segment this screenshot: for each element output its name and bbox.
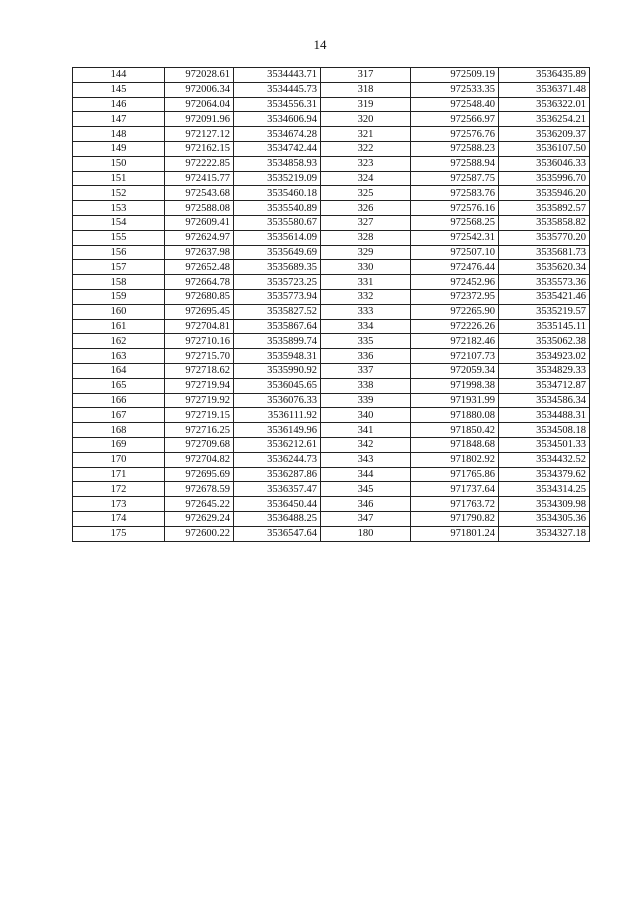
right-x-coordinate-cell: 972588.23: [411, 141, 499, 156]
left-x-coordinate-cell: 972162.15: [165, 141, 234, 156]
left-point-number-cell: 161: [73, 319, 165, 334]
left-x-coordinate-cell: 972028.61: [165, 68, 234, 83]
right-x-coordinate-cell: 972583.76: [411, 186, 499, 201]
table-row: [73, 304, 590, 319]
right-point-number-cell: 336: [321, 349, 411, 364]
right-point-number-cell: 341: [321, 423, 411, 438]
left-x-coordinate-cell: 972652.48: [165, 260, 234, 275]
right-x-coordinate-cell: 972576.16: [411, 201, 499, 216]
left-point-number-cell: 168: [73, 423, 165, 438]
table-row: [73, 467, 590, 482]
left-y-coordinate-cell: 3536488.25: [234, 511, 321, 526]
left-x-coordinate-cell: 972127.12: [165, 127, 234, 142]
right-y-coordinate-cell: 3535145.11: [499, 319, 590, 334]
left-y-coordinate-cell: 3536149.96: [234, 423, 321, 438]
left-x-coordinate-cell: 972709.68: [165, 437, 234, 452]
table-row: [73, 423, 590, 438]
table-row: [73, 82, 590, 97]
table-row: [73, 68, 590, 83]
left-point-number-cell: 153: [73, 201, 165, 216]
left-point-number-cell: 163: [73, 349, 165, 364]
left-y-coordinate-cell: 3535827.52: [234, 304, 321, 319]
right-x-coordinate-cell: 972509.19: [411, 68, 499, 83]
left-x-coordinate-cell: 972064.04: [165, 97, 234, 112]
right-y-coordinate-cell: 3534829.33: [499, 363, 590, 378]
table-row: [73, 408, 590, 423]
right-point-number-cell: 334: [321, 319, 411, 334]
left-point-number-cell: 173: [73, 497, 165, 512]
left-x-coordinate-cell: 972006.34: [165, 82, 234, 97]
right-x-coordinate-cell: 972576.76: [411, 127, 499, 142]
left-x-coordinate-cell: 972415.77: [165, 171, 234, 186]
left-point-number-cell: 159: [73, 289, 165, 304]
right-x-coordinate-cell: 972568.25: [411, 215, 499, 230]
left-point-number-cell: 172: [73, 482, 165, 497]
table-row: [73, 245, 590, 260]
left-point-number-cell: 166: [73, 393, 165, 408]
left-point-number-cell: 146: [73, 97, 165, 112]
right-point-number-cell: 180: [321, 526, 411, 541]
table-row: [73, 141, 590, 156]
right-point-number-cell: 343: [321, 452, 411, 467]
left-y-coordinate-cell: 3534443.71: [234, 68, 321, 83]
left-x-coordinate-cell: 972609.41: [165, 215, 234, 230]
right-y-coordinate-cell: 3534379.62: [499, 467, 590, 482]
right-x-coordinate-cell: 971763.72: [411, 497, 499, 512]
table-row: [73, 526, 590, 541]
left-x-coordinate-cell: 972588.08: [165, 201, 234, 216]
right-point-number-cell: 331: [321, 275, 411, 290]
table-row: [73, 275, 590, 290]
left-x-coordinate-cell: 972704.82: [165, 452, 234, 467]
right-x-coordinate-cell: 972566.97: [411, 112, 499, 127]
left-x-coordinate-cell: 972091.96: [165, 112, 234, 127]
right-x-coordinate-cell: 971880.08: [411, 408, 499, 423]
left-y-coordinate-cell: 3536111.92: [234, 408, 321, 423]
right-y-coordinate-cell: 3536046.33: [499, 156, 590, 171]
left-point-number-cell: 151: [73, 171, 165, 186]
left-x-coordinate-cell: 972719.92: [165, 393, 234, 408]
right-y-coordinate-cell: 3534314.25: [499, 482, 590, 497]
right-x-coordinate-cell: 971737.64: [411, 482, 499, 497]
left-x-coordinate-cell: 972715.70: [165, 349, 234, 364]
right-point-number-cell: 345: [321, 482, 411, 497]
right-y-coordinate-cell: 3534712.87: [499, 378, 590, 393]
left-x-coordinate-cell: 972710.16: [165, 334, 234, 349]
left-y-coordinate-cell: 3535948.31: [234, 349, 321, 364]
right-point-number-cell: 344: [321, 467, 411, 482]
left-x-coordinate-cell: 972222.85: [165, 156, 234, 171]
right-x-coordinate-cell: 972507.10: [411, 245, 499, 260]
left-y-coordinate-cell: 3535689.35: [234, 260, 321, 275]
left-point-number-cell: 148: [73, 127, 165, 142]
left-point-number-cell: 154: [73, 215, 165, 230]
left-point-number-cell: 167: [73, 408, 165, 423]
left-x-coordinate-cell: 972680.85: [165, 289, 234, 304]
right-y-coordinate-cell: 3535421.46: [499, 289, 590, 304]
table-row: [73, 201, 590, 216]
table-row: [73, 482, 590, 497]
right-y-coordinate-cell: 3535946.20: [499, 186, 590, 201]
right-y-coordinate-cell: 3536254.21: [499, 112, 590, 127]
left-point-number-cell: 165: [73, 378, 165, 393]
right-x-coordinate-cell: 972372.95: [411, 289, 499, 304]
right-x-coordinate-cell: 972059.34: [411, 363, 499, 378]
right-y-coordinate-cell: 3536209.37: [499, 127, 590, 142]
right-x-coordinate-cell: 972588.94: [411, 156, 499, 171]
left-point-number-cell: 147: [73, 112, 165, 127]
right-x-coordinate-cell: 972533.35: [411, 82, 499, 97]
left-x-coordinate-cell: 972719.15: [165, 408, 234, 423]
right-x-coordinate-cell: 972265.90: [411, 304, 499, 319]
right-point-number-cell: 340: [321, 408, 411, 423]
right-y-coordinate-cell: 3534508.18: [499, 423, 590, 438]
right-point-number-cell: 333: [321, 304, 411, 319]
right-y-coordinate-cell: 3535996.70: [499, 171, 590, 186]
left-y-coordinate-cell: 3536357.47: [234, 482, 321, 497]
right-x-coordinate-cell: 972107.73: [411, 349, 499, 364]
right-x-coordinate-cell: 972452.96: [411, 275, 499, 290]
table-row: [73, 511, 590, 526]
right-point-number-cell: 330: [321, 260, 411, 275]
right-x-coordinate-cell: 971790.82: [411, 511, 499, 526]
right-x-coordinate-cell: 971765.86: [411, 467, 499, 482]
right-y-coordinate-cell: 3534488.31: [499, 408, 590, 423]
right-x-coordinate-cell: 972476.44: [411, 260, 499, 275]
right-point-number-cell: 320: [321, 112, 411, 127]
left-y-coordinate-cell: 3536287.86: [234, 467, 321, 482]
left-point-number-cell: 150: [73, 156, 165, 171]
left-y-coordinate-cell: 3534445.73: [234, 82, 321, 97]
right-point-number-cell: 337: [321, 363, 411, 378]
left-x-coordinate-cell: 972645.22: [165, 497, 234, 512]
right-y-coordinate-cell: 3535573.36: [499, 275, 590, 290]
left-x-coordinate-cell: 972695.69: [165, 467, 234, 482]
table-row: [73, 260, 590, 275]
left-y-coordinate-cell: 3535899.74: [234, 334, 321, 349]
right-y-coordinate-cell: 3535219.57: [499, 304, 590, 319]
table-row: [73, 215, 590, 230]
left-y-coordinate-cell: 3535580.67: [234, 215, 321, 230]
left-point-number-cell: 174: [73, 511, 165, 526]
right-y-coordinate-cell: 3535770.20: [499, 230, 590, 245]
right-y-coordinate-cell: 3536371.48: [499, 82, 590, 97]
right-point-number-cell: 322: [321, 141, 411, 156]
right-y-coordinate-cell: 3535858.82: [499, 215, 590, 230]
right-point-number-cell: 319: [321, 97, 411, 112]
left-y-coordinate-cell: 3535773.94: [234, 289, 321, 304]
left-y-coordinate-cell: 3536244.73: [234, 452, 321, 467]
left-point-number-cell: 156: [73, 245, 165, 260]
right-x-coordinate-cell: 972182.46: [411, 334, 499, 349]
right-x-coordinate-cell: 971848.68: [411, 437, 499, 452]
right-y-coordinate-cell: 3534586.34: [499, 393, 590, 408]
right-point-number-cell: 318: [321, 82, 411, 97]
left-y-coordinate-cell: 3534742.44: [234, 141, 321, 156]
right-point-number-cell: 347: [321, 511, 411, 526]
right-x-coordinate-cell: 972542.31: [411, 230, 499, 245]
page-number: 14: [313, 37, 327, 52]
right-point-number-cell: 325: [321, 186, 411, 201]
table-row: [73, 289, 590, 304]
left-y-coordinate-cell: 3535990.92: [234, 363, 321, 378]
table-row: [73, 378, 590, 393]
right-y-coordinate-cell: 3534501.33: [499, 437, 590, 452]
right-point-number-cell: 332: [321, 289, 411, 304]
table-row: [73, 171, 590, 186]
left-x-coordinate-cell: 972624.97: [165, 230, 234, 245]
left-point-number-cell: 157: [73, 260, 165, 275]
right-point-number-cell: 327: [321, 215, 411, 230]
right-point-number-cell: 335: [321, 334, 411, 349]
left-point-number-cell: 162: [73, 334, 165, 349]
right-y-coordinate-cell: 3535620.34: [499, 260, 590, 275]
right-y-coordinate-cell: 3534309.98: [499, 497, 590, 512]
left-y-coordinate-cell: 3534556.31: [234, 97, 321, 112]
left-x-coordinate-cell: 972629.24: [165, 511, 234, 526]
left-point-number-cell: 164: [73, 363, 165, 378]
left-point-number-cell: 171: [73, 467, 165, 482]
left-y-coordinate-cell: 3535867.64: [234, 319, 321, 334]
right-point-number-cell: 328: [321, 230, 411, 245]
left-y-coordinate-cell: 3535219.09: [234, 171, 321, 186]
right-y-coordinate-cell: 3534923.02: [499, 349, 590, 364]
right-point-number-cell: 339: [321, 393, 411, 408]
left-x-coordinate-cell: 972719.94: [165, 378, 234, 393]
left-point-number-cell: 160: [73, 304, 165, 319]
left-point-number-cell: 145: [73, 82, 165, 97]
right-point-number-cell: 342: [321, 437, 411, 452]
table-row: [73, 186, 590, 201]
table-row: [73, 97, 590, 112]
table-row: [73, 334, 590, 349]
left-y-coordinate-cell: 3535649.69: [234, 245, 321, 260]
table-row: [73, 127, 590, 142]
right-x-coordinate-cell: 971998.38: [411, 378, 499, 393]
left-x-coordinate-cell: 972637.98: [165, 245, 234, 260]
table-row: [73, 319, 590, 334]
left-y-coordinate-cell: 3536076.33: [234, 393, 321, 408]
left-x-coordinate-cell: 972704.81: [165, 319, 234, 334]
right-point-number-cell: 338: [321, 378, 411, 393]
right-y-coordinate-cell: 3534327.18: [499, 526, 590, 541]
coordinates-table: [72, 67, 590, 542]
left-point-number-cell: 158: [73, 275, 165, 290]
right-y-coordinate-cell: 3536107.50: [499, 141, 590, 156]
left-point-number-cell: 175: [73, 526, 165, 541]
right-x-coordinate-cell: 972226.26: [411, 319, 499, 334]
table-row: [73, 497, 590, 512]
right-point-number-cell: 323: [321, 156, 411, 171]
table-row: [73, 349, 590, 364]
right-point-number-cell: 324: [321, 171, 411, 186]
left-point-number-cell: 149: [73, 141, 165, 156]
left-y-coordinate-cell: 3534858.93: [234, 156, 321, 171]
left-y-coordinate-cell: 3536212.61: [234, 437, 321, 452]
left-y-coordinate-cell: 3535614.09: [234, 230, 321, 245]
table-row: [73, 452, 590, 467]
right-x-coordinate-cell: 972587.75: [411, 171, 499, 186]
left-y-coordinate-cell: 3534674.28: [234, 127, 321, 142]
right-x-coordinate-cell: 971850.42: [411, 423, 499, 438]
right-point-number-cell: 326: [321, 201, 411, 216]
left-y-coordinate-cell: 3535723.25: [234, 275, 321, 290]
table-row: [73, 156, 590, 171]
table-row: [73, 230, 590, 245]
left-x-coordinate-cell: 972716.25: [165, 423, 234, 438]
left-point-number-cell: 144: [73, 68, 165, 83]
right-point-number-cell: 317: [321, 68, 411, 83]
left-x-coordinate-cell: 972543.68: [165, 186, 234, 201]
left-point-number-cell: 152: [73, 186, 165, 201]
right-y-coordinate-cell: 3536435.89: [499, 68, 590, 83]
left-y-coordinate-cell: 3536547.64: [234, 526, 321, 541]
table-row: [73, 393, 590, 408]
right-x-coordinate-cell: 971931.99: [411, 393, 499, 408]
left-x-coordinate-cell: 972664.78: [165, 275, 234, 290]
table-row: [73, 437, 590, 452]
left-y-coordinate-cell: 3536045.65: [234, 378, 321, 393]
left-x-coordinate-cell: 972718.62: [165, 363, 234, 378]
left-y-coordinate-cell: 3535540.89: [234, 201, 321, 216]
right-y-coordinate-cell: 3534432.52: [499, 452, 590, 467]
right-point-number-cell: 346: [321, 497, 411, 512]
right-y-coordinate-cell: 3534305.36: [499, 511, 590, 526]
left-point-number-cell: 155: [73, 230, 165, 245]
left-point-number-cell: 169: [73, 437, 165, 452]
right-point-number-cell: 321: [321, 127, 411, 142]
right-x-coordinate-cell: 972548.40: [411, 97, 499, 112]
left-y-coordinate-cell: 3536450.44: [234, 497, 321, 512]
table-row: [73, 112, 590, 127]
left-y-coordinate-cell: 3535460.18: [234, 186, 321, 201]
coordinates-table-body: [73, 68, 590, 542]
left-x-coordinate-cell: 972678.59: [165, 482, 234, 497]
right-x-coordinate-cell: 971802.92: [411, 452, 499, 467]
left-x-coordinate-cell: 972695.45: [165, 304, 234, 319]
right-y-coordinate-cell: 3535681.73: [499, 245, 590, 260]
left-x-coordinate-cell: 972600.22: [165, 526, 234, 541]
right-x-coordinate-cell: 971801.24: [411, 526, 499, 541]
left-y-coordinate-cell: 3534606.94: [234, 112, 321, 127]
right-y-coordinate-cell: 3536322.01: [499, 97, 590, 112]
right-y-coordinate-cell: 3535062.38: [499, 334, 590, 349]
left-point-number-cell: 170: [73, 452, 165, 467]
right-y-coordinate-cell: 3535892.57: [499, 201, 590, 216]
right-point-number-cell: 329: [321, 245, 411, 260]
table-row: [73, 363, 590, 378]
